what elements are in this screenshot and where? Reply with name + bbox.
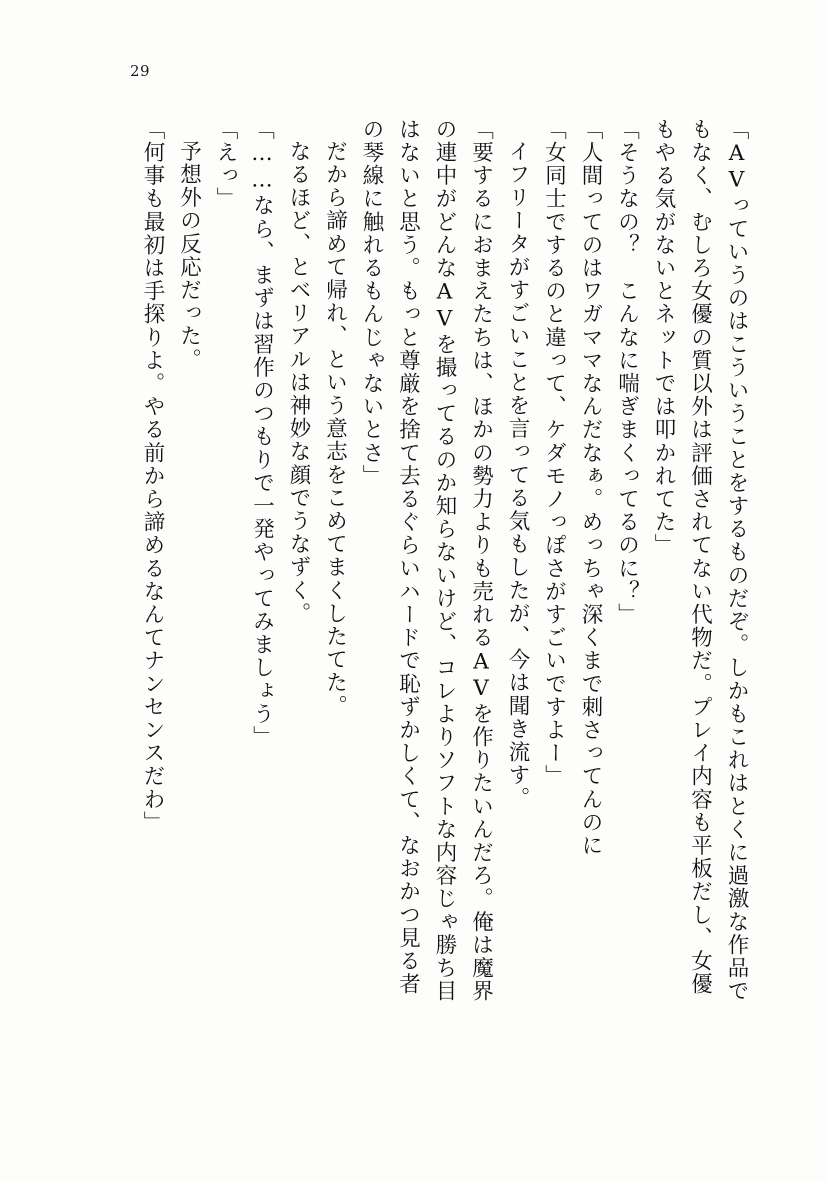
text-line: イフリータがすごいことを言ってる気もしたが、今は聞き流す。 bbox=[505, 140, 530, 810]
text-line: 「えっ」 bbox=[213, 118, 238, 211]
page-number: 29 bbox=[130, 62, 151, 80]
text-line: 「女同士でするのと違って、ケダモノっぽさがすごいですよー」 bbox=[541, 118, 567, 788]
text-line: 予想外の反応だった。 bbox=[176, 140, 202, 371]
text-line: 「人間ってのはワガママなんだなぁ。めっちゃ深くまで刺さってんのに bbox=[578, 118, 603, 858]
text-line: もなく、むしろ女優の質以外は評価されてない代物だ。プレイ内容も平板だし、女優 bbox=[687, 118, 713, 996]
text-line: 「そうなの？ こんなに喘ぎまくってるのに？」 bbox=[614, 118, 640, 627]
text-line: 「……なら、まずは習作のつもりで一発やってみましょう」 bbox=[249, 118, 275, 749]
text-line: の琴線に触れるもんじゃないとさ」 bbox=[359, 118, 384, 488]
text-line: なるほど、とベリアルは神妙な顔でうなずく。 bbox=[286, 140, 311, 626]
text-line: 「何事も最初は手探りよ。やる前から諦めるなんてナンセンスだわ」 bbox=[140, 118, 165, 835]
vertical-text-body bbox=[74, 118, 754, 1118]
text-line: だから諦めて帰れ、という意志をこめてまくしたてた。 bbox=[322, 140, 348, 718]
text-line: 「要するにおまえたちは、ほかの勢力よりも売れるAVを作りたいんだろ。俺は魔界 bbox=[468, 118, 494, 1003]
text-line: の連中がどんなAVを撮ってるのか知らないけど、コレよりソフトな内容じゃ勝ち目 bbox=[432, 118, 457, 1003]
text-line: もやる気がないとネットでは叩かれてた」 bbox=[651, 118, 676, 557]
text-line: はないと思う。もっと尊厳を捨て去るぐらいハードで恥ずかしくて、なおかつ見る者 bbox=[395, 118, 421, 996]
text-line: 「AVっていうのはこういうことをするものだぞ。しかもこれはとくに過激な作品で bbox=[724, 118, 749, 1003]
